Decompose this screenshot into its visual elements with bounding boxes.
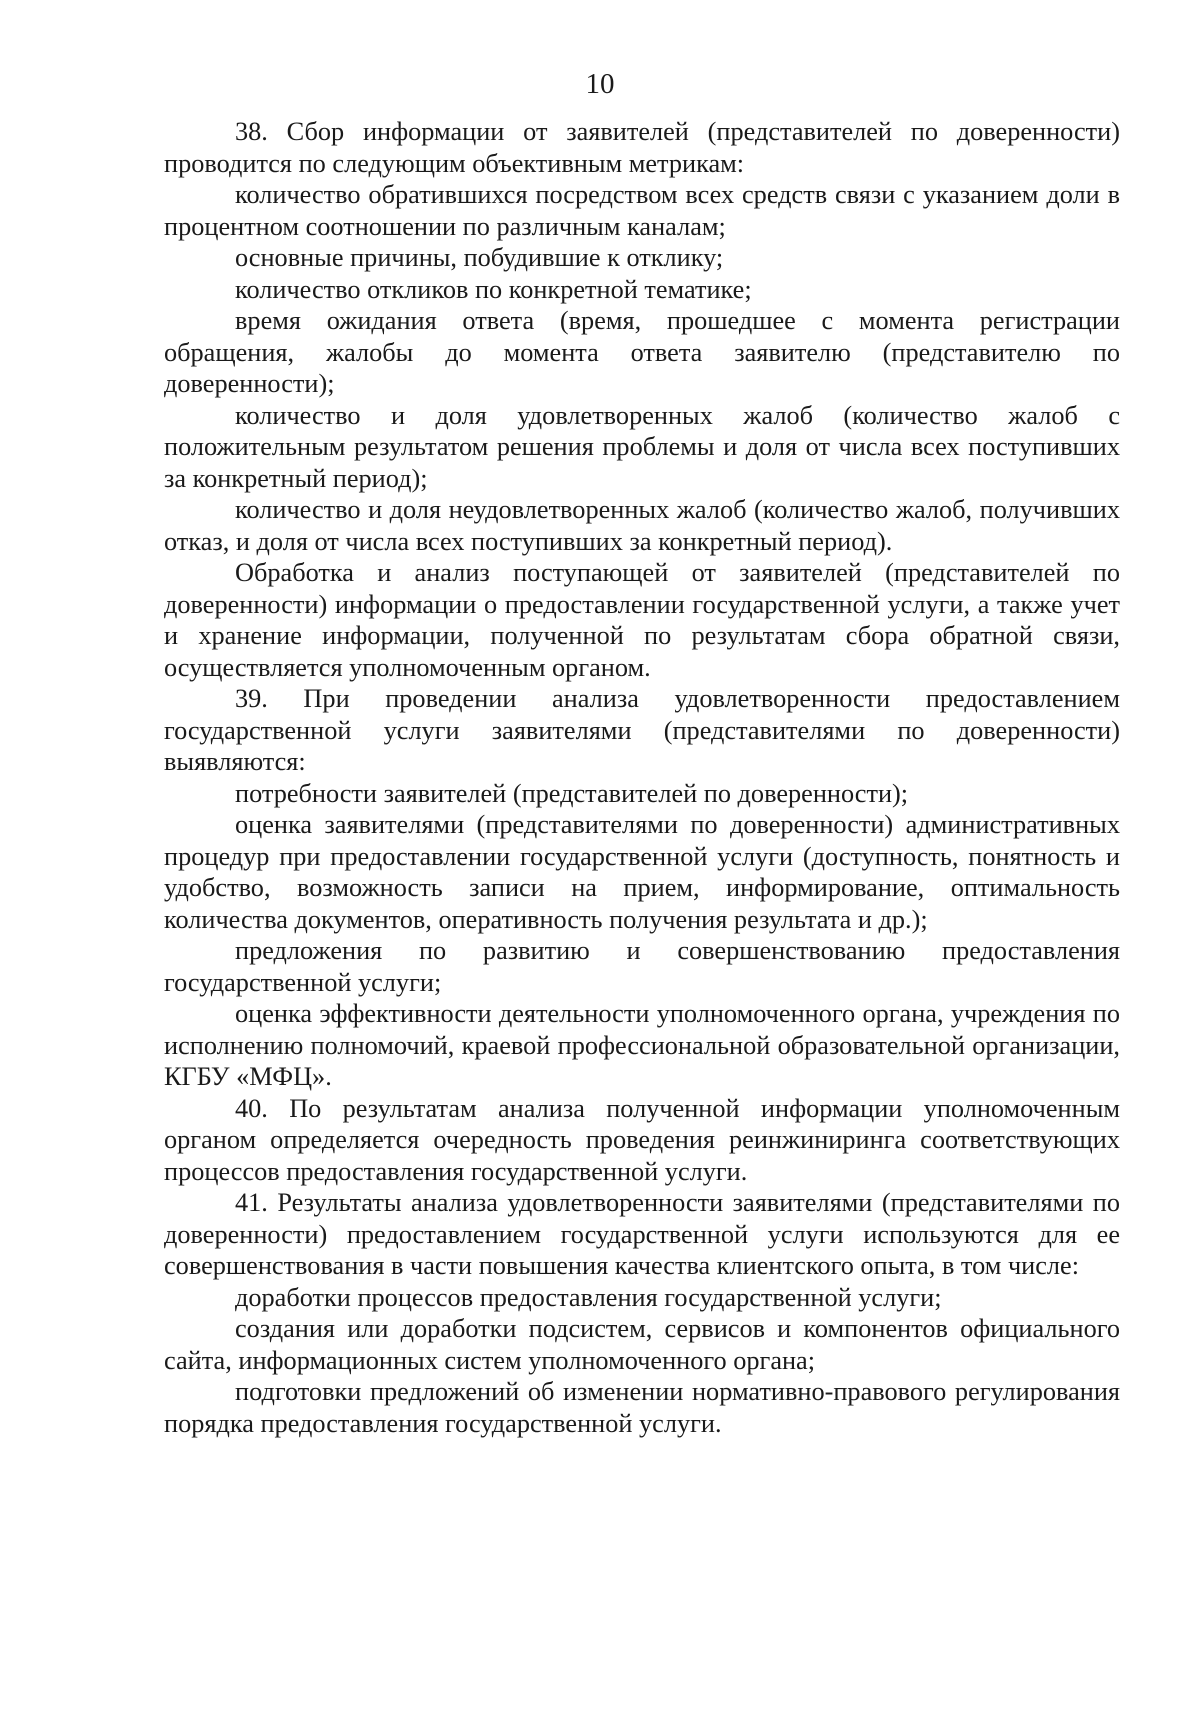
paragraph-metric-channels: количество обратившихся посредством всех средств связи с указанием доли в процентном соотношении по различным каналам; [164,180,1120,241]
paragraph-processing: Обработка и анализ поступающей от заявителей (представителей по доверенности) информации о предоставлении государственной услуги, а также учет и хранение информации, полученной по результатам сбора обратной связи, осуществляется уполномоченным органом. [164,558,1120,682]
paragraph-metric-wait-time: время ожидания ответа (время, прошедшее с момента регистрации обращения, жалобы до момента ответа заявителю (представителю по доверенности); [164,306,1120,398]
paragraph-metric-topics: количество откликов по конкретной тематике; [235,274,752,304]
paragraph-41-intro: 41. Результаты анализа удовлетворенности заявителями (представителями по доверенности) предоставлением государственной услуги используются для ее совершенствования в части повышения качества клиентского опыта, в том числе: [164,1188,1120,1280]
paragraph-39-intro: 39. При проведении анализа удовлетворенности предоставлением государственной услуги заявителями (представителями по доверенности) выявляются: [164,684,1120,776]
page-number: 10 [585,68,615,100]
paragraph-procedure-evaluation: оценка заявителями (представителями по доверенности) административных процедур при предоставлении государственной услуги (доступность, понятность и удобство, возможность записи на прием, информирование, оптимальность количества документов, оперативность получения результата и др.); [164,810,1120,934]
paragraph-proposals: предложения по развитию и совершенствованию предоставления государственной услуги; [164,936,1120,997]
paragraph-40: 40. По результатам анализа полученной информации уполномоченным органом определяется очередность проведения реинжиниринга соответствующих процессов предоставления государственной услуги. [164,1093,1120,1186]
paragraph-38-intro: 38. Сбор информации от заявителей (представителей по доверенности) проводится по следующим объективным метрикам: [164,117,1120,178]
paragraph-metric-unsatisfied: количество и доля неудовлетворенных жалоб (количество жалоб, получивших отказ, и доля от числа всех поступивших за конкретный период). [164,495,1120,556]
paragraph-regulation-proposals: подготовки предложений об изменении нормативно-правового регулирования порядка предоставления государственной услуги. [164,1377,1120,1438]
paragraph-metric-satisfied: количество и доля удовлетворенных жалоб (количество жалоб с положительным результатом решения проблемы и доля от числа всех поступивших за конкретный период); [164,400,1120,493]
paragraph-process-improvement: доработки процессов предоставления государственной услуги; [235,1282,942,1312]
paragraph-needs: потребности заявителей (представителей по доверенности); [235,778,909,808]
paragraph-metric-reasons: основные причины, побудившие к отклику; [235,243,724,272]
document-body [164,116,1120,1439]
paragraph-systems-development: создания или доработки подсистем, сервисов и компонентов официального сайта, информационных систем уполномоченного органа; [164,1314,1120,1375]
paragraph-efficiency-evaluation: оценка эффективности деятельности уполномоченного органа, учреждения по исполнению полномочий, краевой профессиональной образовательной организации, КГБУ «МФЦ». [164,999,1120,1091]
